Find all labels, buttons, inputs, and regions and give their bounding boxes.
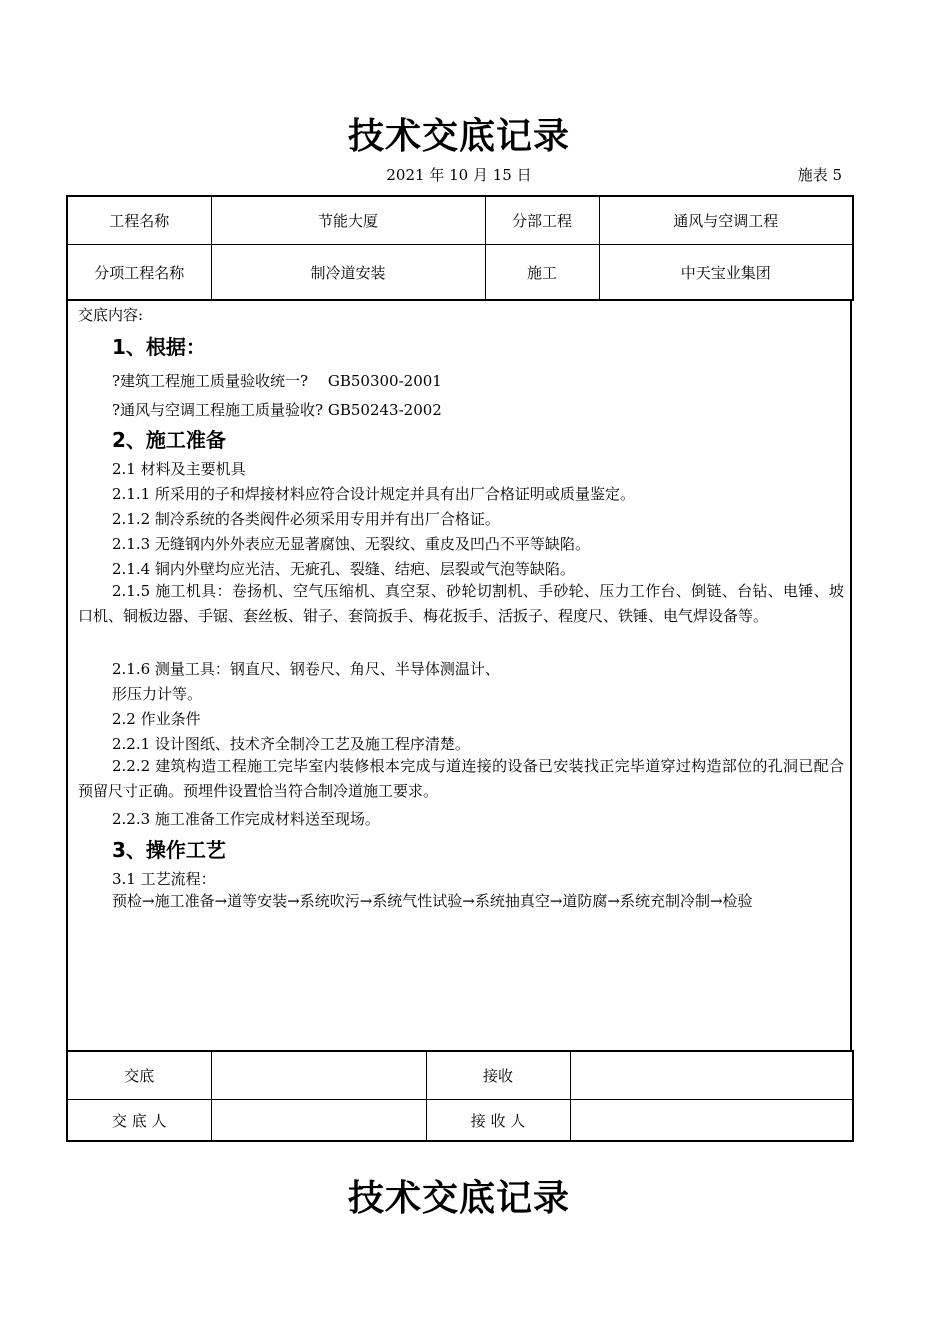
project-info-table (66, 195, 854, 301)
reference-1: ?建筑工程施工质量验收统一? GB50300-2001 (112, 372, 442, 390)
construction-label: 施工 (485, 245, 599, 301)
next-page-title: 技术交底记录 (347, 1178, 570, 1219)
project-name-label: 工程名称 (67, 196, 211, 245)
receive-label: 接收 (426, 1051, 570, 1100)
content-label: 交底内容: (78, 306, 144, 324)
item-2-1: 2.1 材料及主要机具 (112, 460, 246, 478)
item-2-1-2: 2.1.2 制冷系统的各类阀件必须采用专用并有出厂合格证。 (112, 510, 500, 528)
division-value: 通风与空调工程 (599, 196, 853, 245)
subitem-label: 分项工程名称 (67, 245, 211, 301)
process-flow: 预检→施工准备→道等安装→系统吹污→系统气性试验→系统抽真空→道防腐→系统充制冷制→检验 (112, 892, 753, 910)
handover-content (66, 299, 852, 1050)
subitem-value: 制冷道安装 (211, 245, 485, 301)
receiver-value[interactable] (570, 1100, 853, 1142)
handover-label: 交底 (67, 1051, 211, 1100)
reference-2: ?通风与空调工程施工质量验收? GB50243-2002 (112, 401, 442, 419)
handover-value[interactable] (211, 1051, 426, 1100)
section-1-heading: 1、根据： (112, 335, 206, 359)
item-3-1: 3.1 工艺流程： (112, 870, 216, 888)
division-label: 分部工程 (485, 196, 599, 245)
item-2-2-1: 2.2.1 设计图纸、技术齐全制冷工艺及施工程序清楚。 (112, 735, 470, 753)
section-2-heading: 2、施工准备 (112, 428, 226, 452)
item-2-2: 2.2 作业条件 (112, 710, 201, 728)
item-2-1-6: 2.1.6 测量工具：钢直尺、钢卷尺、角尺、半导体测温计、 (112, 660, 500, 678)
form-number: 施表 5 (797, 166, 842, 184)
record-date: 2021 年 10 月 15 日 (386, 166, 532, 184)
item-2-2-2: 2.2.2 建筑构造工程施工完毕室内装修根本完成与道连接的设备已安装找正完毕道穿过构造部位的孔洞已配合预留尺寸正确。预埋件设置恰当符合制冷道施工要求。 (78, 757, 844, 800)
item-2-2-3: 2.2.3 施工准备工作完成材料送至现场。 (112, 810, 380, 828)
project-name-value: 节能大厦 (211, 196, 485, 245)
construction-value: 中天宝业集团 (599, 245, 853, 301)
handover-person-value[interactable] (211, 1100, 426, 1142)
handover-person-label: 交 底 人 (67, 1100, 211, 1142)
section-3-heading: 3、操作工艺 (112, 838, 226, 862)
item-2-1-3: 2.1.3 无缝钢内外外表应无显著腐蚀、无裂纹、重皮及凹凸不平等缺陷。 (112, 535, 590, 553)
receiver-label: 接 收 人 (426, 1100, 570, 1142)
receive-value[interactable] (570, 1051, 853, 1100)
item-2-1-4: 2.1.4 铜内外壁均应光洁、无疵孔、裂缝、结疤、层裂或气泡等缺陷。 (112, 560, 575, 578)
item-2-1-6-cont: 形压力计等。 (112, 685, 203, 703)
document-title: 技术交底记录 (347, 116, 570, 157)
item-2-1-1: 2.1.1 所采用的子和焊接材料应符合设计规定并具有出厂合格证明或质量鉴定。 (112, 485, 635, 503)
signature-table (66, 1050, 854, 1142)
item-2-1-5: 2.1.5 施工机具：卷扬机、空气压缩机、真空泵、砂轮切割机、手砂轮、压力工作台、倒链、台钻、电锤、坡口机、铜板边器、手锯、套丝板、钳子、套筒扳手、梅花扳手、活扳子、程度尺、铁锤、电气焊设备等。 (78, 582, 844, 625)
